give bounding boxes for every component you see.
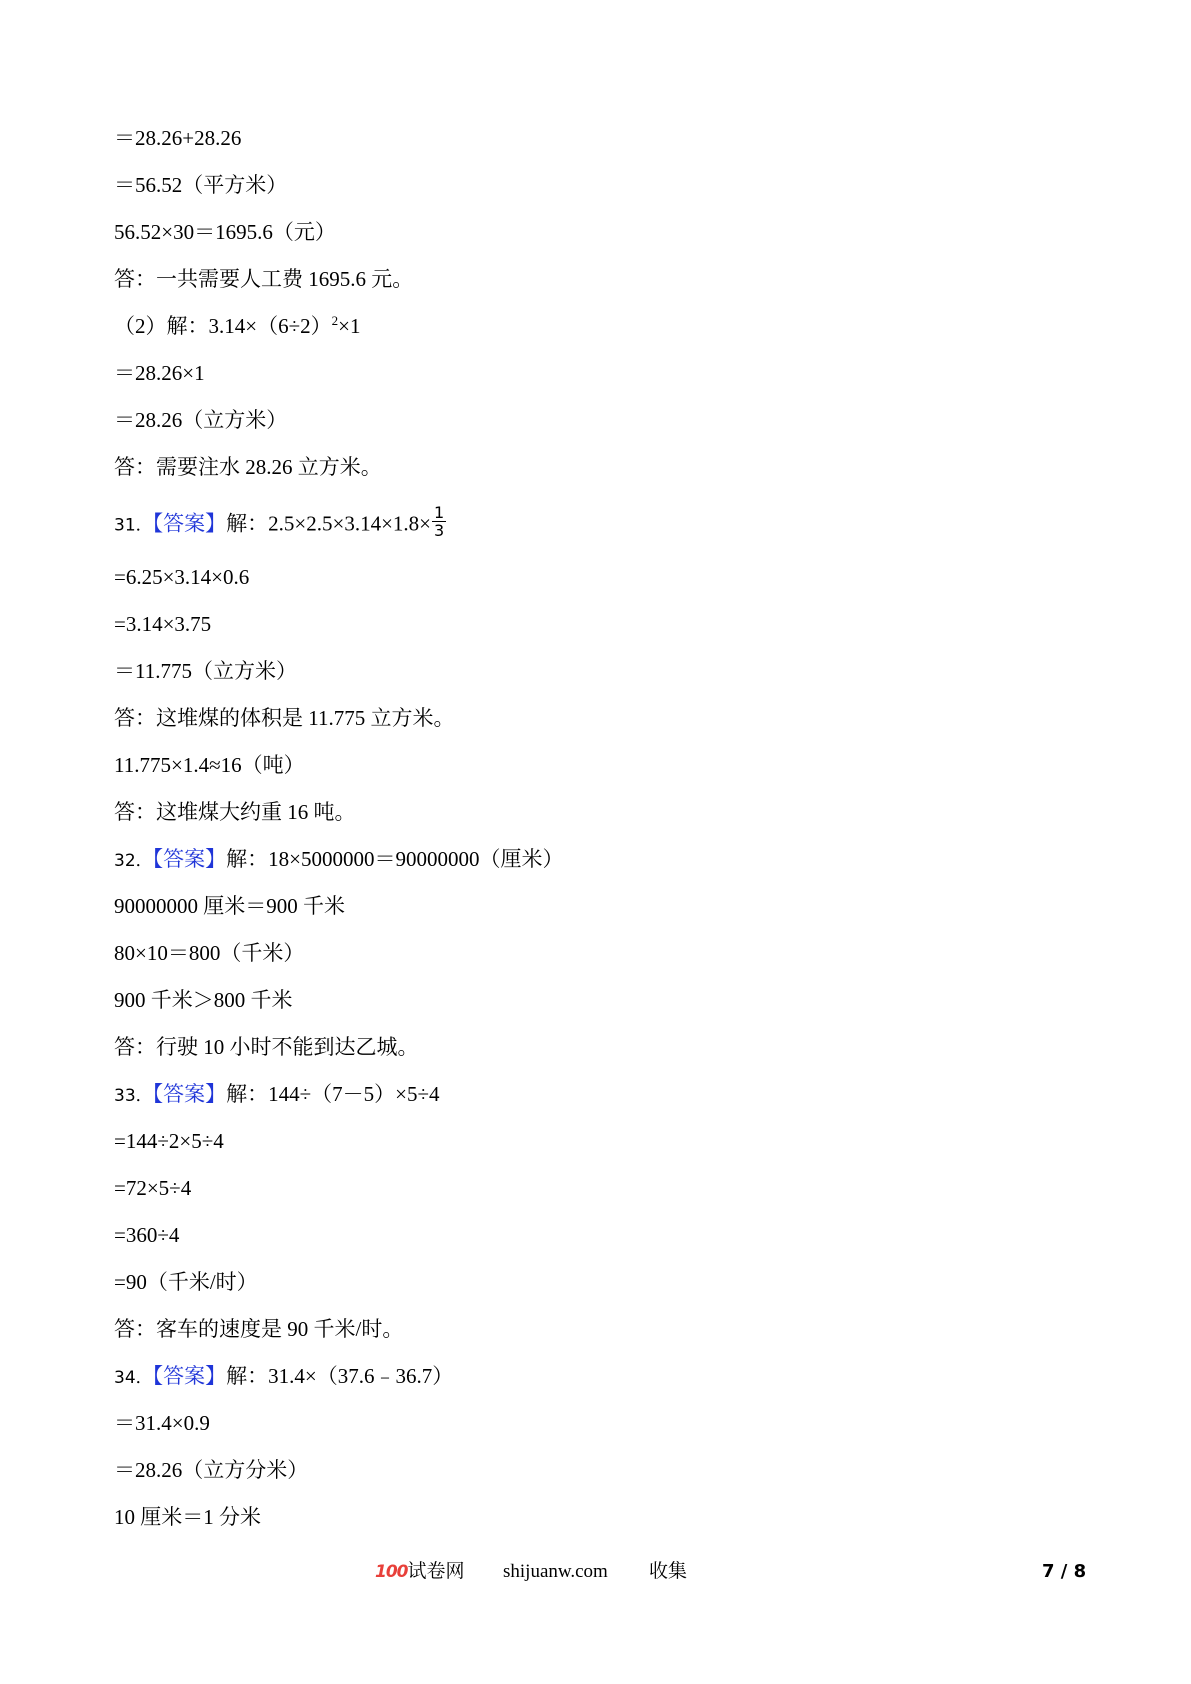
footer-logo: 100试卷网 bbox=[375, 1561, 465, 1582]
question-34-header: 34．【答案】解：31.4×（37.6﹣36.7） bbox=[114, 1364, 454, 1388]
calc-line: =144÷2×5÷4 bbox=[114, 1129, 224, 1153]
calc-line: =72×5÷4 bbox=[114, 1176, 192, 1200]
question-number: 34． bbox=[114, 1368, 153, 1388]
calc-line: =360÷4 bbox=[114, 1223, 180, 1247]
calc-line: =6.25×3.14×0.6 bbox=[114, 565, 250, 589]
calc-line: =3.14×3.75 bbox=[114, 612, 212, 636]
answer-line: 答：客车的速度是 90 千米/时。 bbox=[114, 1317, 404, 1341]
question-number: 31． bbox=[114, 515, 153, 536]
answer-line: 答：这堆煤的体积是 11.775 立方米。 bbox=[114, 706, 455, 730]
calc-line: ＝28.26+28.26 bbox=[114, 126, 242, 150]
calc-line: ＝28.26（立方分米） bbox=[114, 1458, 309, 1482]
calc-line: 900 千米＞800 千米 bbox=[114, 988, 293, 1012]
footer-collect: 收集 bbox=[649, 1561, 688, 1582]
question-31-header: 31．【答案】解：2.5×2.5×3.14×1.8× $\frac{1}{3}$ bbox=[114, 503, 445, 540]
calc-line: 90000000 厘米＝900 千米 bbox=[114, 894, 345, 918]
answer-line: 答：需要注水 28.26 立方米。 bbox=[114, 455, 382, 479]
calc-line: ＝31.4×0.9 bbox=[114, 1411, 210, 1435]
calc-line: ＝28.26×1 bbox=[114, 361, 205, 385]
answer-tag: 【答案】 bbox=[152, 1364, 227, 1388]
calc-line: ＝28.26（立方米） bbox=[114, 408, 288, 432]
calc-line: =90（千米/时） bbox=[114, 1270, 258, 1294]
question-number: 33． bbox=[114, 1086, 153, 1106]
calc-line: 80×10＝800（千米） bbox=[114, 941, 305, 965]
calc-line: 10 厘米＝1 分米 bbox=[114, 1505, 261, 1529]
answer-line: 答：一共需要人工费 1695.6 元。 bbox=[114, 267, 414, 291]
calc-line: ＝56.52（平方米） bbox=[114, 173, 288, 197]
answer-tag: 【答案】 bbox=[152, 1082, 227, 1106]
answer-line: 答：行驶 10 小时不能到达乙城。 bbox=[114, 1035, 419, 1059]
page-number: 7 / 8 bbox=[1042, 1561, 1087, 1582]
fraction: $\frac{1}{3}$ bbox=[434, 503, 445, 540]
calc-line: （2）解：$3.14\times(6\div 2)^2\times 1$ bbox=[114, 313, 361, 338]
question-number: 32． bbox=[114, 851, 153, 871]
footer-site: shijuanw.com bbox=[503, 1561, 608, 1582]
calc-line: 56.52×30＝1695.6（元） bbox=[114, 220, 336, 244]
calc-line: ＝11.775（立方米） bbox=[114, 659, 297, 683]
exponent: 2 bbox=[331, 313, 339, 328]
question-33-header: 33．【答案】解：144÷（7－5）×5÷4 bbox=[114, 1082, 440, 1106]
question-32-header: 32．【答案】解：18×5000000＝90000000（厘米） bbox=[114, 847, 564, 871]
answer-tag: 【答案】 bbox=[152, 847, 227, 871]
logo-icon: 100 bbox=[375, 1562, 408, 1582]
calc-line: 11.775×1.4≈16（吨） bbox=[114, 753, 305, 777]
answer-tag: 【答案】 bbox=[152, 511, 227, 536]
answer-line: 答：这堆煤大约重 16 吨。 bbox=[114, 800, 356, 824]
